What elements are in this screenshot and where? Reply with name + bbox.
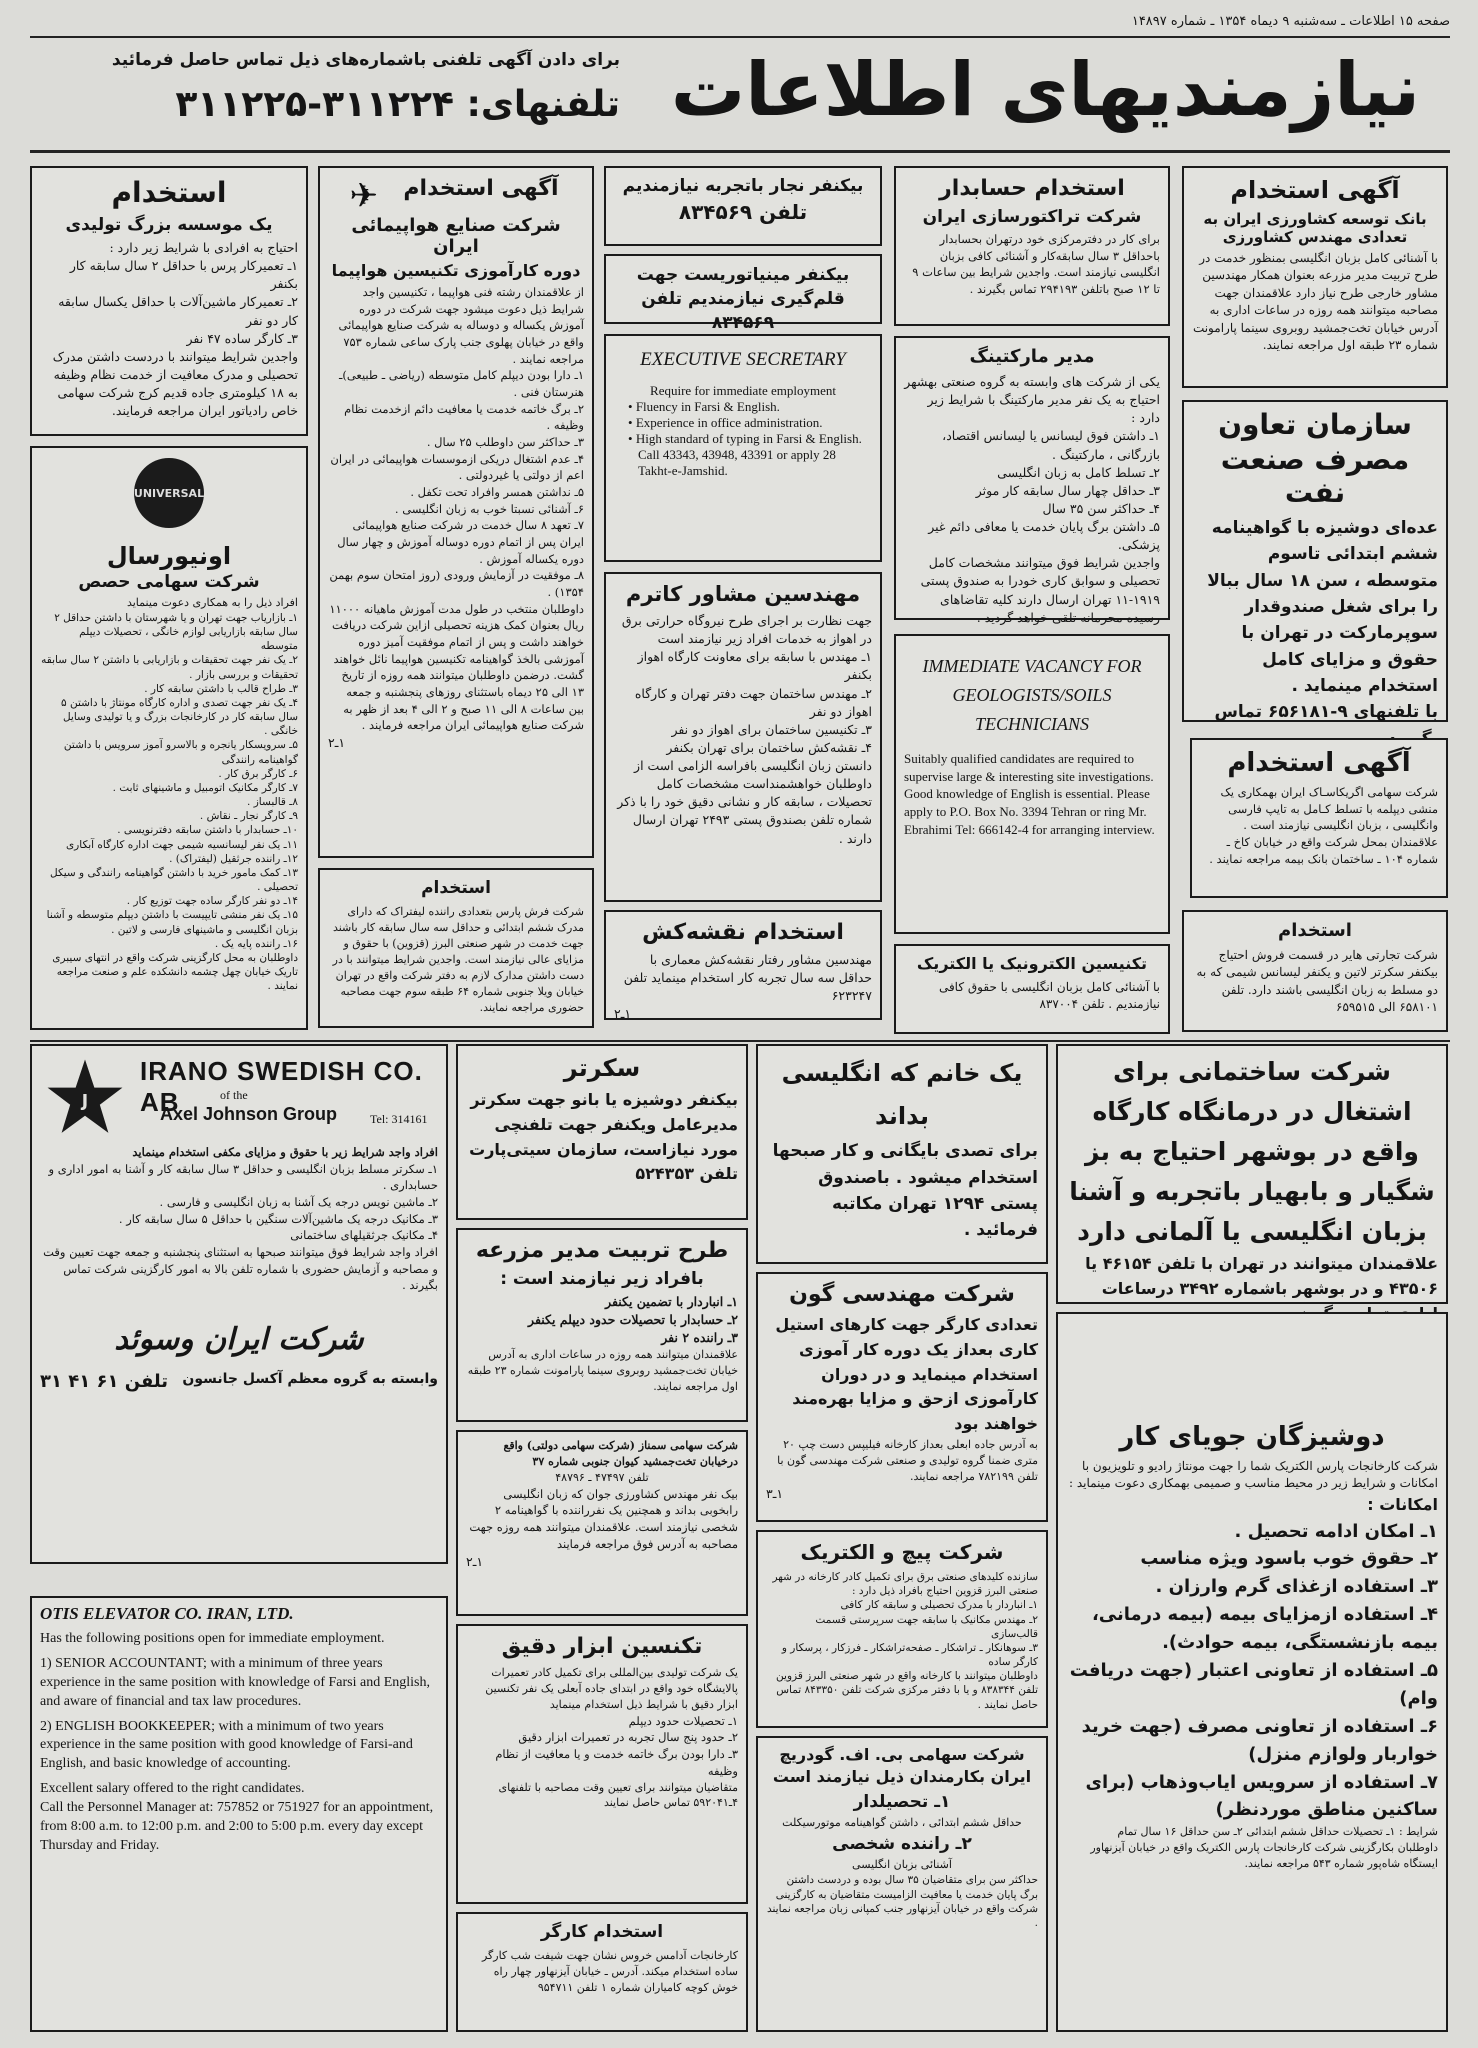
ad-title: استخدام <box>111 176 227 209</box>
ad-catherm <box>604 572 882 902</box>
ad-title: استخدام کارگر <box>540 1922 664 1942</box>
conditions: شرایط : ۱ـ تحصیلات حداقل ششم ابتدائی ۲ـ سن حداقل ۱۶ سال تمام <box>1117 1825 1438 1839</box>
ad-subtitle: شرکت تراکتورسازی ایران <box>922 207 1142 227</box>
ad-body: مهندسین مشاور رفتار نقشه‌کش معماری با حداقل سه سال تجربه کار استخدام مینماید تلفن ۶۲۳۲۴۷ <box>623 952 872 1004</box>
ad-body: سازنده کلیدهای صنعتی برق برای تکمیل کادر کارخانه در شهر صنعتی البرز قزوین احتیاج بافراد ذیل دارد : <box>772 1571 1038 1598</box>
ad-body: عده‌ای دوشیزه با گواهینامه ششم ابتدائی تاسوم متوسطه ، سن ۱۸ سال ببالا را برای شغل صندوقدار سوپرمارکت در تهران با حقوق و مزایای کامل استخدام مینماید . <box>1207 518 1438 697</box>
ad-intro: Require for immediate employment <box>650 382 836 398</box>
ad-subtitle: شرکت صنایع هواپیمائی ایران <box>351 215 561 257</box>
masthead-title: نیازمندیهای اطلاعات <box>670 47 1420 133</box>
page-info: صفحه ۱۵ اطلاعات ـ سه‌شنبه ۹ دیماه ۱۳۵۴ ـ شماره ۱۴۸۹۷ <box>1131 14 1450 29</box>
list-item: High standard of typing in Farsi & English. <box>635 430 862 446</box>
list-item: ۱۲ـ راننده جرثقیل (لیفتراک) . <box>169 852 298 865</box>
ad-body: با آشنائی کامل بزبان انگلیسی بمنظور خدمت در طرح تربیت مدیر مزرعه بعنوان همکار مهندسین مشاور خارجی طرح نیاز دارد علاقمندان جهت مصاحبه میتوانند همه روزه در ساعات اداری به آدرس خیابان تخت‌جمشید روبروی سینما پارامونت شماره ۲۳ طبقه اول مراجعه نمایند. <box>1192 251 1438 352</box>
list-item: ۱۳ـ کمک مامور خرید با داشتن گواهینامه رانندگی و سیکل تحصیلی . <box>50 866 298 894</box>
ad-phone: تلفن ۸۳۴۵۶۹ <box>678 200 808 224</box>
list-item: ۴ـ نقشه‌کش ساختمان برای تهران بکنفر <box>666 739 872 755</box>
list-item: ۴ـ مکانیک جرثقیلهای ساختمانی <box>290 1228 438 1243</box>
ad-body: احتیاج به افرادی با شرایط زیر دارد : <box>109 240 298 255</box>
ad-title: استخدام <box>421 878 491 898</box>
ad-trade-co <box>1182 910 1448 1032</box>
ad-title: IMMEDIATE VACANCY FOR GEOLOGISTS/SOILS TECHNICIANS <box>922 656 1142 734</box>
list-item: ۱۵ـ یک نفر منشی تایپیست با داشتن دیپلم متوسطه و آشنا بزبان انگلیسی و ماشینهای فارسی و لاتین . <box>46 909 298 936</box>
list-item: ۸ـ موفقیت در آزمایش ورودی (روز امتحان سوم بهمن ۱۳۵۴) . <box>329 568 584 600</box>
list-item: 1) SENIOR ACCOUNTANT; with a minimum of three years experience in the same position with knowledge of Farsi and English, and aware of financial and tax law procedures. <box>40 1655 430 1709</box>
ad-title: دوشیزگان جویای کار <box>1119 1422 1385 1452</box>
list-item: ۴ـ استفاده ازمزایای بیمه (بیمه درمانی، بیمه بازنشستگی، بیمه حوادث). <box>1091 1604 1438 1654</box>
ad-carpet <box>318 868 594 1028</box>
ad-title: مهندسین مشاور کاترم <box>625 582 861 606</box>
ad-title: OTIS ELEVATOR CO. IRAN, LTD. <box>40 1604 294 1623</box>
list-item: ۲ـ تسلط کامل به زبان انگلیسی <box>997 464 1160 480</box>
list-item: ۲ـ راننده شخصی <box>832 1834 972 1855</box>
ad-title: استخدام <box>1278 920 1352 941</box>
ad-body: جهت نظارت بر اجرای طرح نیروگاه حرارتی برق در اهواز به خدمات افراد زیر نیازمند است <box>621 613 872 647</box>
ad-semnaz <box>456 1430 748 1616</box>
list-item: ۱۱ـ یک نفر لیسانسیه شیمی جهت اداره کارگاه آبکاری <box>65 838 298 851</box>
ad-body: تعدادی کارگر جهت کارهای استیل کاری بعداز یک دوره کار آموزی استخدام مینماید و در دوران کارآموزی ازحق و مزایا بهره‌مند خواهند بود <box>775 1315 1038 1434</box>
list-item: ۶ـ استفاده از تعاونی مصرف (جهت خرید خواربار ولوازم منزل) <box>1081 1715 1438 1765</box>
ad-goodrich <box>756 1736 1048 2032</box>
ad-title: شرکت پیچ و الکتریک <box>800 1540 1004 1564</box>
ad-title: تکنیسین الکترونیک یا الکتریک <box>916 954 1148 973</box>
ad-electronics <box>894 944 1170 1034</box>
list-item: ۵ـ داشتن برگ پایان خدمت یا معافی دائم غیر پزشکی. <box>928 519 1160 553</box>
ad-body: بیک نفر مهندس کشاورزی جوان که زبان انگلیسی رابخوبی بداند و همچنین یک نفرراننده با گواهینامه ۲ شخصی نیازمند است. علاقمندان میتوانند همه روزه جهت مصاحبه به آدرس فوق مراجعه فرمایند <box>469 1486 738 1551</box>
ad-subtitle-2: دوره کارآموزی تکنیسین هواپیما <box>331 261 581 280</box>
ad-footer: داوطلبان میتوانند با کارخانه واقع در شهر صنعتی البرز قزوین تلفن ۸۳۸۳۴۴ و یا با دفتر مرکزی شرکت تلفن ۸۴۳۳۵۰ تماس حاصل نمایند . <box>776 1670 1038 1711</box>
ad-body: شرکت سهامی اگریکاسـاک ایران بهمکاری یک منشی دیپلمه با تسلط کـامل به تایپ فارسی وانگلیسی ، بزبان انگلیسی نیازمند است . علاقمندان بمحل شرکت واقع در خیابان کاخ ـ شماره ۱۰۴ ـ ساختمان بانک بیمه مراجعه نمایند . <box>1209 785 1438 866</box>
ad-irano-swedish <box>30 1044 448 1564</box>
ad-accountant <box>894 166 1170 326</box>
phones-label: تلفنهای: <box>466 84 620 125</box>
list-item-body: حداقل ششم ابتدائی ، داشتن گواهینامه موتورسیکلت <box>782 1816 1022 1830</box>
list-item: ۱۰ـ حسابدار با داشتن سابقه دفترنویسی . <box>117 824 298 837</box>
ad-cooperative <box>1182 400 1448 722</box>
star-logo-icon <box>46 1058 124 1136</box>
ad-footer: حداکثر سن برای متقاضیان ۳۵ سال بوده و دردست داشتن برگ پایان خدمت یا معافیت الزامیست متقاضیان به کارگزینی شرکت واقع در خیابان آیزنهاور جنب کمپانی زبان مراجعه نمایند . <box>766 1874 1038 1929</box>
ad-intro: افراد واجد شرایط زیر با حقوق و مزایای مکفی استخدام مینماید <box>132 1145 438 1159</box>
list-item: ۲ـ مهندس ساختمان جهت دفتر تهران و کارگاه اهواز دو نفر <box>634 685 872 719</box>
list-item: ۳ـ حداقل چهار سال سابقه کار موثر <box>975 482 1160 498</box>
ad-footer: متقاضیان میتوانند برای تعیین وقت مصاحبه با تلفنهای ۴ـ۵۹۲۰۴۱ تماس حاصل نمایند <box>498 1780 738 1810</box>
ad-screw-electric <box>756 1530 1048 1728</box>
ad-contact: با تلفنهای ۹-۶۵۶۱۸۱ تماس <box>1214 702 1438 723</box>
list-item: ۱ـ بازاریاب جهت تهران و یا شهرستان با داشتن حداقل ۲ سال سابقه بازاریابی لوازم خانگی ، تحصیلات دیپلم متوسطه <box>54 611 298 653</box>
ad-title: استخدام نقشه‌کش <box>642 920 844 945</box>
ad-secretary <box>456 1044 748 1220</box>
list-item: ۱ـ تحصیلدار <box>853 1791 951 1812</box>
ad-agricultural-co <box>1190 738 1448 898</box>
list-item: ۱۶ـ راننده پایه یک . <box>214 937 298 950</box>
ad-title: مدیر مارکتینگ <box>969 346 1095 367</box>
ad-intro: Has the following positions open for immediate employment. <box>40 1631 385 1646</box>
ad-footer: دانستن زبان انگلیسی بافراسه الزامی است از داوطلبان خواهشمنداست مشخصات کامل تحصیلات ، سابقه کار و نشانی دقیق خود را با ذکر شماره تلفن بصندوق پستی ۲۴۹۳ تهران ارسال دارند . <box>617 758 872 846</box>
list-item: ۶ـ آشنائی نسبتا خوب به زبان انگلیسی . <box>394 501 584 516</box>
list-item: ۱ـ انباردار با مدرک تحصیلی و سابقه کار کافی <box>840 1599 1038 1612</box>
ad-body: با آشنائی کامل بزبان انگلیسی با حقوق کافی نیازمندیم . تلفن ۸۳۷۰۰۴ <box>938 980 1160 1012</box>
list-item: ۷ـ استفاده از سرویس ایاب‌وذهاب (برای ساکنین مناطق موردنظر) <box>1085 1771 1438 1821</box>
ad-body: شرکت فرش پارس بتعدادی راننده لیفتراک که دارای مدرک ششم ابتدائی و حداقل سه سال سابقه کار باشند جهت خدمت در شهر صنعتی البرز (قزوین) با حقوق و مزایای عالی نیازمند است. واجدین شرایط میتوانند با در دست داشتن مدارک لازم به دفتر شرکت واقع در تهران خیابان ویلا جنوبی شماره ۶۴ طبقه سوم جهت مصاحبه حضوری مراجعه نمایند. <box>332 905 584 1014</box>
ad-pars-electric <box>1056 1312 1448 2032</box>
ad-draftsman <box>604 910 882 1020</box>
list-item: Experience in office administration. <box>635 414 823 430</box>
list-item: ۲ـ برگ خاتمه خدمت یا معافیت دائم ازخدمت نظام وظیفه . <box>344 401 584 433</box>
ad-footer: واجدین شرایط میتوانند با دردست داشتن مدرک تحصیلی و مدرک معافیت از خدمت نظام وظیفه به ۱۸ کیلومتری جاده قدیم کرج شرکت سهامی خاص رادیاتور ایران مراجعه فرمایند. <box>52 348 298 419</box>
list-item: ۳ـ مکانیک درجه یک ماشین‌آلات سنگین با حداقل ۵ سال سابقه کار . <box>118 1211 438 1226</box>
ad-title: اونیورسال <box>106 542 232 570</box>
list-item: ۳ـ تکنیسین ساختمان برای اهواز دو نفر <box>671 721 872 737</box>
ad-title: شرکت مهندسی گون <box>789 1282 1015 1307</box>
ad-body: شرکت کارخانجات پارس الکتریک شما را جهت مونتاژ رادیو و تلویزیون با امکانات و شرایط زیر در محیط مناسب و صمیمی بهمکاری دعوت مینماید : <box>1069 1459 1438 1491</box>
list-item: ۱ـ تعمیرکار پرس با حداقل ۲ سال سابقه کار بکنفر <box>69 258 298 292</box>
ad-body: از علاقمندان رشته فنی هواپیما ، تکنیسین واجد شرایط ذیل دعوت میشود جهت شرکت در دوره آموزش یکساله و دوساله به شرکت صنایع هواپیمائی واقع در خیابان پهلوی جنب پارک ساعی شماره ۷۵۳ مراجعه نمایند . <box>338 285 584 366</box>
ad-phone-note: برای دادن آگهی تلفنی باشماره‌های ذیل تماس حاصل فرمائید <box>111 50 620 70</box>
ad-title: شرکت سهامی بی. اف. گودریچ ایران بکارمندان ذیل نیازمند است <box>772 1745 1032 1787</box>
ad-title: یک خانم که انگلیسی بداند <box>781 1059 1023 1131</box>
ad-title: آگهی استخدام <box>1230 176 1400 204</box>
ad-body: بیکنفر دوشیزه یا بانو جهت سکرتر مدیرعامل ویکنفر جهت تلفنچی مورد نیازاست، سازمان سیتی‌پارت تلفن ۵۲۴۳۵۳ <box>469 1090 738 1184</box>
ad-title: بیکنفر نجار باتجربه نیازمندیم <box>622 176 864 196</box>
list-item: ۲ـ حسابدار با تحصیلات حدود دیپلم یکنفر <box>528 1312 738 1328</box>
ad-english-lady <box>756 1044 1048 1264</box>
facilities-label: امکانات : <box>1367 1494 1438 1514</box>
list-item: ۱ـ داشتن فوق لیسانس یا لیسانس اقتصاد، بازرگانی ، مارکتینگ . <box>942 428 1160 462</box>
ad-title: آگهی استخدام <box>1227 748 1411 778</box>
ad-footer: به آدرس جاده ابعلی بعداز کارخانه فیلیپس دست چپ ۲۰ متری ضمنا گروه تولیدی و صنعتی شرکت مهندسی گون با تلفن ۷۸۲۱۹۹ مراجعه نمایند. <box>777 1437 1038 1483</box>
ad-code: ۱ـ۳ <box>766 1485 784 1501</box>
ad-footer: افراد واجد شرایط فوق میتوانند صبحها به استثنای پنجشنبه و جمعه جهت تعیین وقت و مصاحبه و آزمایش حضوری با شماره تلفن بالا به امور کارگزینی شرکت تماس بگیرند . <box>43 1245 438 1293</box>
list-item: ۵ـ سرویسکار یانجره و بالاسرو آموز سرویس با داشتن گواهینامه رانندگی <box>63 739 298 766</box>
ad-footer: علاقمندان میتوانند همه روزه در ساعات اداری به آدرس خیابان تخت‌جمشید روبروی سینما پارامونت شماره ۲۳ طبقه اول مراجعه نمایند. <box>467 1348 738 1394</box>
list-item: ۲ـ یک نفر جهت تحقیقات و بازاریابی با داشتن ۲ سال سابقه تحقیقات و بررسی بازار . <box>41 654 298 681</box>
ad-subtitle: یک موسسه بزرگ تولیدی <box>65 215 273 235</box>
ad-title: آگهی استخدام <box>403 176 559 201</box>
ad-title: بیکنفر مینیاتوریست جهت قلم‌گیری نیازمندیم تلفن ۸۳۴۵۶۹ <box>636 265 850 333</box>
universal-logo-icon: UNIVERSAL <box>134 458 204 528</box>
ad-title: استخدام حسابدار <box>939 176 1125 201</box>
ad-employment-left <box>30 166 308 436</box>
ad-code: ۱ـ۲ <box>614 1006 632 1022</box>
ad-body: برای کار در دفترمرکزی خود درتهران بحسابدار باحداقل ۳ سال سابقه‌کار و آشنائی کافی بزبان انگلیسی نیازمند است. واجدین شرایط بین ساعات ۹ تا ۱۲ صبح باتلفن ۲۹۴۱۹۳ تماس بگیرند . <box>912 232 1160 297</box>
ad-code: ۱ـ۲ <box>466 1553 484 1569</box>
list-item: ۳ـ استفاده ازغذای گرم وارزان . <box>1155 1576 1438 1598</box>
list-item: ۸ـ قالبساز . <box>247 796 298 809</box>
list-item: ۳ـ طراح قالب با داشتن سابقه کار . <box>144 682 298 695</box>
list-item: ۴ـ یک نفر جهت تصدی و اداره کارگاه مونتاژ با داشتن ۵ سال سابقه کار در کارخانجات بزرگ و یا تولیدی وسایل خانگی . <box>60 696 298 738</box>
ad-footer: داوطلبان منتخب در طول مدت آموزش ماهیانه ۱۱۰۰۰ ریال بعنوان کمک هزینه تحصیلی ازاین شرکت دریافت خواهند داشت و پس از اتمام موفقیت آمیز دوره آموزشی بالخذ گواهینامه تکنیسین هواپیما نائل خواهند گشت. درضمن داوطلبان میتوانند همه روزه از تاریخ ۱۳ الی ۲۵ دیماه باستثنای روزهای پنجشنبه و جمعه بین ساعات ۸ الی ۱۱ صبح و ۲ الی ۴ بعد از ظهر به شرکت صنایع هواپیمائی ایران مراجعه فرمایند . <box>329 601 584 733</box>
ad-body: کارخانجات آدامس خروس نشان جهت شیفت شب کارگر ساده استخدام میکند. آدرس ـ خیابان آیزنهاور چهار راه خوش کوچه کامیاران شماره ۱ تلفن ۹۵۴۷۱۱ <box>481 1949 738 1994</box>
ad-body: یکی از شرکت های وابسته به گروه صنعتی بهشهر احتیاج به یک نفر مدیر مارکتینگ با شرایط زیر دارد : <box>904 374 1160 426</box>
list-item: ۵ـ نداشتن همسر وافراد تحت تکفل . <box>410 485 584 500</box>
ad-title-2: مصرف صنعت نفت <box>1220 443 1410 509</box>
list-item: 2) ENGLISH BOOKKEEPER; with a minimum of two years experience in the same position with good knowledge of Farsi-and English, and basic knowledge of accounting. <box>40 1718 413 1772</box>
company-affiliation: وابسته به گروه معظم آکسل جانسون <box>182 1371 438 1388</box>
list-item: ۳ـ حداکثر سن داوطلب ۲۵ سال . <box>426 435 584 450</box>
ad-title: سکرتر <box>563 1054 641 1082</box>
ad-phones <box>30 84 620 140</box>
list-item: ۴ـ عدم اشتغال دریکی ازموسسات هواپیمائی در ایران اعم از دولتی یا غیردولتی . <box>330 451 584 483</box>
list-item: ۱ـ دارا بودن دیپلم کامل متوسطه (ریاضی ـ طبیعی)ـ هنرستان فنی . <box>338 368 584 400</box>
ad-code: ۱ـ۲ <box>328 735 346 751</box>
ad-title: شرکت ساختمانی برای اشتغال در درمانگاه کارگاه واقع در بوشهر احتیاج به بز شگیار و بابهیار باتجربه و آشنا بزبان انگلیسی یا آلمانی دارد <box>1069 1057 1435 1246</box>
ad-footer: داوطلبان بکارگزینی شرکت کارخانجات پارس الکتریک واقع در خیابان آیزنهاور ایستگاه شاه‌پور شماره ۵۴۳ مراجعه نمایند. <box>1090 1841 1438 1871</box>
list-item: ۲ـ ماشین نویس درجه یک آشنا به زبان انگلیسی و فارسی . <box>159 1195 438 1210</box>
company-of-the: of the <box>220 1088 248 1102</box>
ad-enamel <box>604 254 882 333</box>
ad-subtitle: بانک توسعه کشاورزی ایران به تعدادی مهندس کشاورزی <box>1203 210 1427 246</box>
list-item: ۳ـ دارا بودن برگ خاتمه خدمت و یا معافیت از نظام وظیفه <box>495 1747 738 1778</box>
list-item: Fluency in Farsi & English. <box>635 398 780 414</box>
ad-salary: Excellent salary offered to the right candidates. <box>40 1781 305 1797</box>
list-item: ۱ـ امکان ادامه تحصیل . <box>1234 1520 1438 1542</box>
ad-universal <box>30 446 308 1030</box>
list-item: ۳ـ کارگر ساده ۴۷ نفر <box>186 330 298 346</box>
ad-carpenter <box>604 166 882 246</box>
ad-body: افراد ذیل را به همکاری دعوت مینماید <box>126 596 298 609</box>
list-item: ۱ـ مهندس با سابقه برای معاونت کارگاه اهواز بکنفر <box>637 649 872 683</box>
aircraft-logo-icon: ✈ <box>349 176 378 216</box>
company-signature: شرکت ایران وسوئد <box>114 1322 364 1358</box>
ad-footer: داوطلبان به محل کارگزینی شرکت واقع در انتهای سیبری تاریک خیابان چهل چشمه دانشکده علم و صنعت مراجعه نمایند . <box>52 951 298 993</box>
list-item: ۲ـ مهندس مکانیک با سابقه جهت سرپرستی قسمت قالب‌سازی <box>815 1613 1038 1640</box>
list-item-body: آشنائی بزبان انگلیسی <box>852 1858 952 1872</box>
list-item: ۱ـ سکرتر مسلط بزبان انگلیسی و حداقل ۳ سال سابقه کار و آشنا به امور اداری و حسابداری . <box>48 1161 438 1193</box>
company-tel: Tel: 314161 <box>370 1112 428 1126</box>
ad-geologists <box>894 634 1170 934</box>
list-item: ۲ـ حدود پنج سال تجربه در تعمیرات ابزار دقیق <box>518 1730 738 1745</box>
ad-title: طرح تربیت مدیر مزرعه <box>475 1238 729 1263</box>
list-item: ۲ـ تعمیرکار ماشین‌آلات با حداقل یکسال سابقه کار دو نفر <box>58 294 298 328</box>
ad-worker <box>456 1912 748 2032</box>
list-item: ۳ـ سوهانکار ـ تراشکار ـ صفحه‌تراشکار ـ فرزکار ، پرسکار و کارگر ساده <box>781 1641 1038 1669</box>
ad-contact: علاقمندان میتوانند در تهران با تلفن ۴۶۱۵۴ یا ۴۳۵۰۶ و در بوشهر باشماره ۳۴۹۲ درساعات <box>1085 1254 1438 1298</box>
ad-phone: تلفن ۴۷۴۹۷ ـ ۴۸۷۹۶ <box>555 1470 649 1484</box>
ad-body: Suitably qualified candidates are required to supervise large & interesting site investigations. Good knowledge of English is essential. Please apply to P.O. Box No. 3394 Tehran or ring Mr. Ebrahimi Tel: 666142-4 for arranging interview. <box>904 751 1155 837</box>
ad-footer: واجدین شرایط فوق میتوانند مشخصات کامل تحصیلی و سوابق کاری خودرا به صندوق پستی ۱۹۱۹-۱۱ تهران ارسال دارند کلیه تقاضاهای رسیده محرمانه تلقی خواهد گردید . <box>920 555 1160 625</box>
ad-body: برای تصدی بایگانی و کار صبحها استخدام میشود . باصندوق پستی ۱۲۹۴ تهران مکاتبه فرمائید . <box>772 1141 1038 1241</box>
list-item: ۷ـ تعهد ۸ سال خدمت در شرکت صنایع هواپیمائی ایران پس از اتمام دوره دوساله آموزش و چهار سال دوره یکساله آموزش . <box>337 518 584 566</box>
ad-title: EXECUTIVE SECRETARY <box>640 349 846 370</box>
list-item: ۲ـ حقوق خوب باسود ویژه مناسب <box>1140 1548 1438 1570</box>
ad-bank <box>1182 166 1448 388</box>
ad-executive-secretary: EXECUTIVE SECRETARY Require for immediate employment • Fluency in Farsi & English. • Experience in office administration. • High standard of typing in Farsi & English. Call 43343, 43948, 43391 or apply 28 Takht-e-Jamshid. <box>604 334 882 562</box>
ad-construction <box>1056 1044 1448 1304</box>
list-item: ۱۴ـ دو نفر کارگر ساده جهت توزیع کار . <box>126 895 298 908</box>
list-item: ۶ـ کارگر برق کار . <box>218 767 298 780</box>
ad-tool-technician <box>456 1624 748 1904</box>
list-item: ۱ـ انباردار با تضمین یکنفر <box>605 1294 738 1309</box>
ad-aircraft <box>318 166 594 858</box>
ad-gon <box>756 1272 1048 1522</box>
company-phone: تلفن ۶۱ ۴۱ ۳۱ <box>40 1371 169 1393</box>
list-item: ۷ـ کارگر مکانیک اتومبیل و ماشینهای ثابت . <box>112 781 298 794</box>
list-item: ۵ـ استفاده از تعاونی اعتبار (جهت دریافت وام) <box>1069 1660 1438 1709</box>
ad-body: یک شرکت تولیدی بین‌المللی برای تکمیل کادر تعمیرات پالایشگاه خود واقع در ابتدای جاده آبعلی یک نفر تکنسین ابزار دقیق با شرایط ذیل استخدام مینماید <box>485 1666 738 1711</box>
ad-subtitle: بافراد زیر نیازمند است : <box>500 1269 704 1289</box>
ad-farm-management <box>456 1228 748 1422</box>
ad-contact: Call 43343, 43948, 43391 or apply 28 Takht-e-Jamshid. <box>638 446 836 478</box>
phones-numbers: ۳۱۱۲۲۴-۳۱۱۲۲۵ <box>175 84 454 125</box>
list-item: ۴ـ حداکثر سن ۳۵ سال <box>1042 500 1160 516</box>
ad-title: تکنسین ابزار دقیق <box>501 1634 703 1659</box>
list-item: ۱ـ تحصیلات حدود دیپلم <box>628 1713 738 1728</box>
ad-otis <box>30 1596 448 2032</box>
list-item: ۳ـ راننده ۲ نفر <box>661 1330 738 1346</box>
company-name: IRANO SWEDISH CO. AB <box>140 1056 423 1117</box>
ad-title: سازمان تعاون <box>1218 408 1412 441</box>
ad-marketing <box>894 336 1170 625</box>
list-item: ۹ـ کارگر نجار ـ نقاش . <box>199 810 298 823</box>
ad-subtitle: شرکت سهامی حصص <box>78 572 260 592</box>
company-group: Axel Johnson Group <box>160 1104 338 1124</box>
ad-body: شرکت تجارتی هایر در قسمت فروش احتیاج بیکنفر سکرتر لاتین و یکنفر لیسانس شیمی که به دو مسلط به زبان انگلیسی باشند دارد. تلفن ۶۵۸۱۰۱ الی ۶۵۹۵۱۵ <box>1196 948 1438 1015</box>
ad-contact: Call the Personnel Manager at: 757852 or 751927 for an appointment, from 8:00 a.m. to 12:00 p.m. and 2:00 to 5:00 p.m. every day except Thursday and Friday. <box>40 1800 434 1853</box>
ad-title: شرکت سهامی سمناز (شرکت سهامی دولتی) واقع درخیابان تخت‌جمشید کیوان جنوبی شماره ۳۷ <box>503 1439 738 1468</box>
svg-text:J: J <box>81 1091 89 1112</box>
